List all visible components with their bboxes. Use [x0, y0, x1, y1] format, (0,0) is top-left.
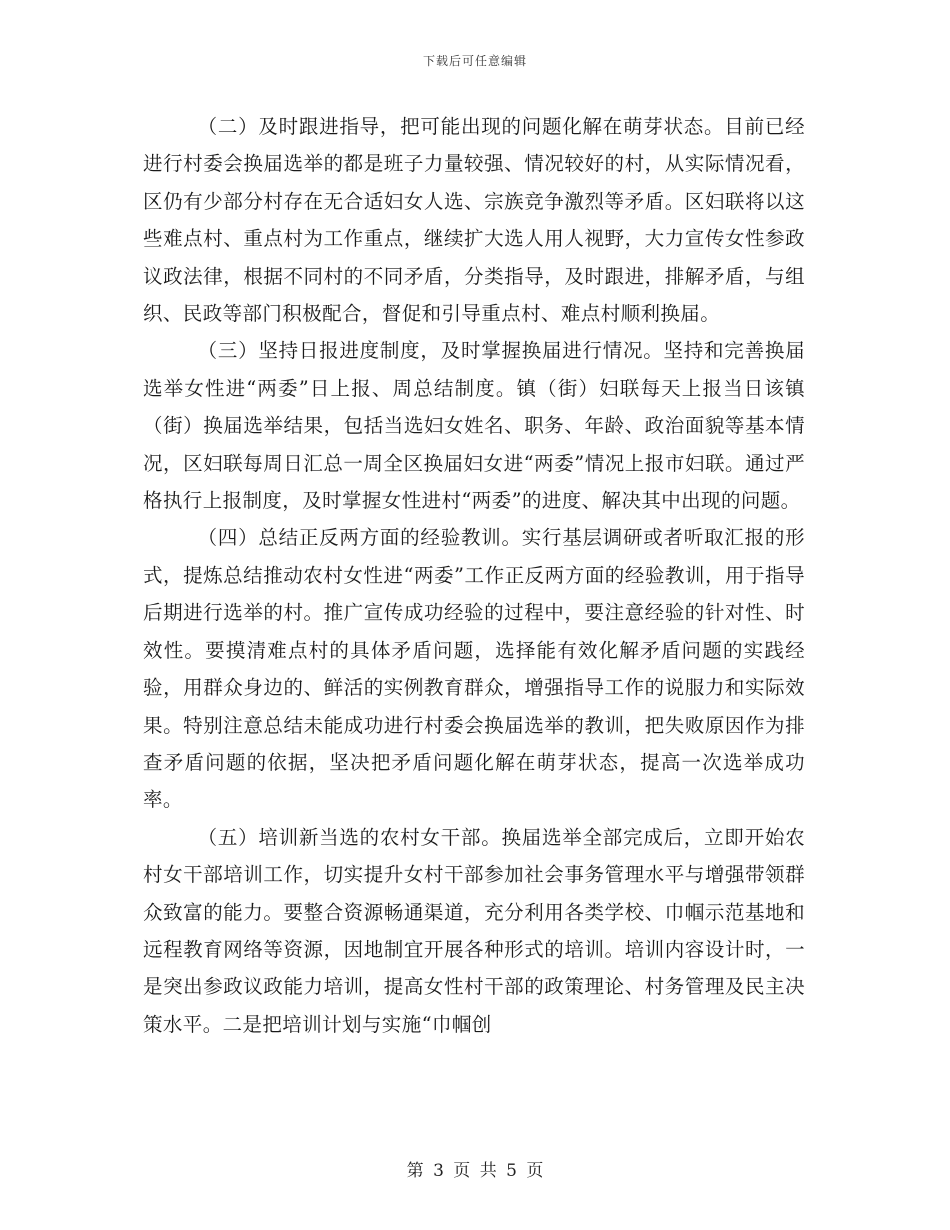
paragraph-section-4: （四）总结正反两方面的经验教训。实行基层调研或者听取汇报的形式，提炼总结推动农村女性进“两委”工作正反两方面的经验教训，用于指导后期进行选举的村。推广宣传成功经验的过程中，要注意经验的针对性、时效性。要摸清难点村的具体矛盾问题，选择能有效化解矛盾问题的实践经验，用群众身边的、鲜活的实例教育群众，增强指导工作的说服力和实际效果。特别注意总结未能成功进行村委会换届选举的教训，把失败原因作为排查矛盾问题的依据，坚决把矛盾问题化解在萌芽状态，提高一次选举成功率。	[143, 526, 805, 812]
page-header: 下载后可任意编辑	[422, 54, 527, 68]
page-number-footer: 第 3 页 共 5 页	[406, 1161, 544, 1181]
paragraph-section-3: （三）坚持日报进度制度，及时掌握换届进行情况。坚持和完善换届选举女性进“两委”日上报、周总结制度。镇（街）妇联每天上报当日该镇（街）换届选举结果，包括当选妇女姓名、职务、年龄、政治面貌等基本情况，区妇联每周日汇总一周全区换届妇女进“两委”情况上报市妇联。通过严格执行上报制度，及时掌握女性进村“两委”的进度、解决其中出现的问题。	[143, 339, 805, 513]
paragraph-section-2: （二）及时跟进指导，把可能出现的问题化解在萌芽状态。目前已经进行村委会换届选举的都是班子力量较强、情况较好的村，从实际情况看，区仍有少部分村存在无合适妇女人选、宗族竞争激烈等矛盾。区妇联将以这些难点村、重点村为工作重点，继续扩大选人用人视野，大力宣传女性参政议政法律，根据不同村的不同矛盾，分类指导，及时跟进，排解矛盾，与组织、民政等部门积极配合，督促和引导重点村、难点村顺利换届。	[143, 115, 805, 326]
document-body	[143, 108, 805, 1043]
paragraph-section-5: （五）培训新当选的农村女干部。换届选举全部完成后，立即开始农村女干部培训工作，切实提升女村干部参加社会事务管理水平与增强带领群众致富的能力。要整合资源畅通渠道，充分利用各类学校、巾帼示范基地和远程教育网络等资源，因地制宜开展各种形式的培训。培训内容设计时，一是突出参政议政能力培训，提高女性村干部的政策理论、村务管理及民主决策水平。二是把培训计划与实施“巾帼创	[143, 825, 805, 1036]
